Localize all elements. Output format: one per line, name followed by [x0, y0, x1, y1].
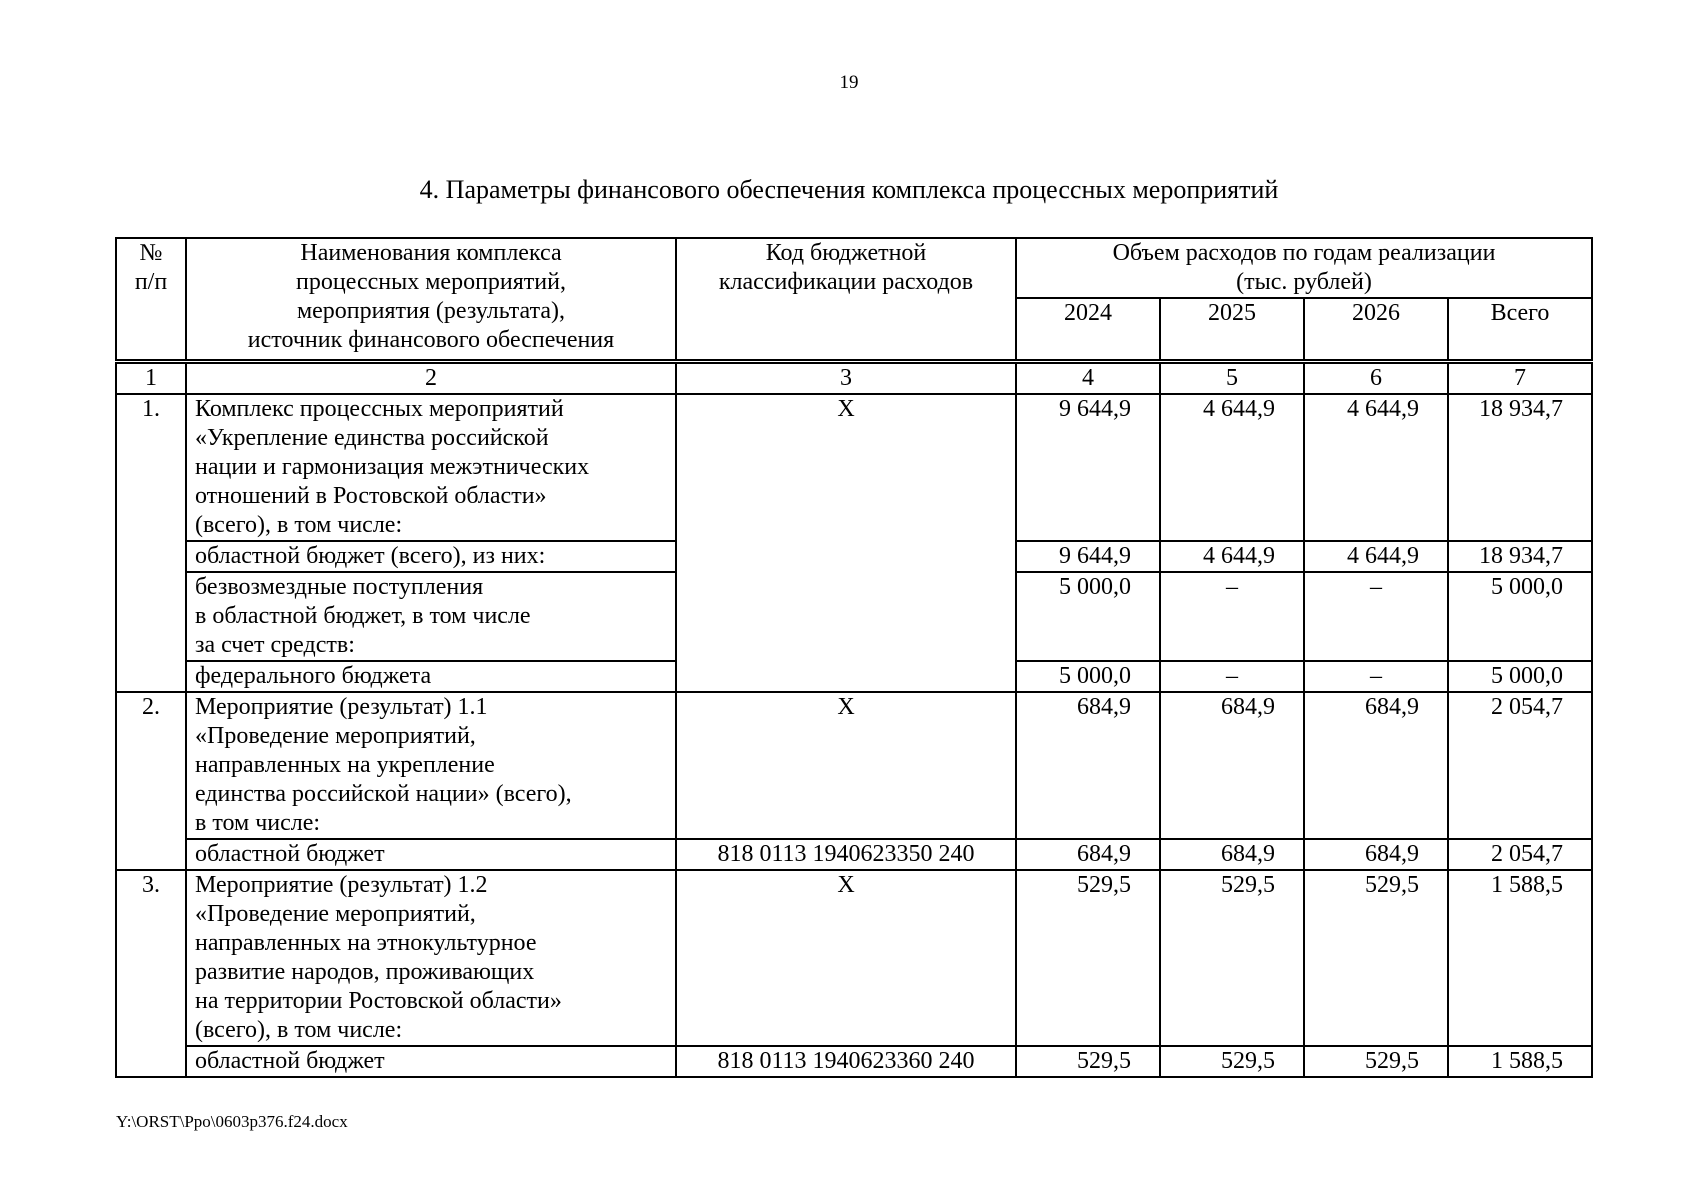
value-2024: 684,9: [1016, 692, 1160, 839]
header-year-2026: 2026: [1304, 298, 1448, 362]
row-code: Х: [676, 870, 1016, 1046]
row-name: безвозмездные поступления в областной бюджет, в том числе за счет средств:: [186, 572, 676, 661]
header-volume: Объем расходов по годам реализации (тыс. рублей): [1016, 238, 1592, 298]
row-name: Мероприятие (результат) 1.1 «Проведение мероприятий, направленных на укрепление единства российской нации» (всего), в том числе:: [186, 692, 676, 839]
value-2025: 684,9: [1160, 839, 1304, 870]
value-2026: 684,9: [1304, 839, 1448, 870]
financing-table: [115, 237, 1593, 1078]
value-total: 18 934,7: [1448, 541, 1592, 572]
column-number: 2: [186, 362, 676, 395]
row-number: 1.: [116, 394, 186, 692]
column-number: 6: [1304, 362, 1448, 395]
header-code: Код бюджетной классификации расходов: [676, 238, 1016, 362]
table-row: [116, 1046, 1592, 1077]
value-2025: –: [1160, 661, 1304, 692]
value-2026: 529,5: [1304, 1046, 1448, 1077]
row-name: областной бюджет: [186, 1046, 676, 1077]
header-total: Всего: [1448, 298, 1592, 362]
table-row: [116, 870, 1592, 1046]
row-name: областной бюджет: [186, 839, 676, 870]
column-numbers-row: [116, 362, 1592, 395]
header-row: [116, 238, 1592, 298]
value-total: 5 000,0: [1448, 661, 1592, 692]
value-2026: –: [1304, 572, 1448, 661]
footer-file-path: Y:\ORST\Ppo\0603p376.f24.docx: [116, 1112, 348, 1131]
value-2026: 529,5: [1304, 870, 1448, 1046]
header-num: № п/п: [116, 238, 186, 362]
row-number: 2.: [116, 692, 186, 870]
value-2025: 4 644,9: [1160, 394, 1304, 541]
value-2024: 5 000,0: [1016, 572, 1160, 661]
value-2025: 529,5: [1160, 870, 1304, 1046]
row-name: Комплекс процессных мероприятий «Укрепление единства российской нации и гармонизация межэтнических отношений в Ростовской области» (всего), в том числе:: [186, 394, 676, 541]
value-total: 2 054,7: [1448, 692, 1592, 839]
row-code: Х: [676, 692, 1016, 839]
value-2025: 684,9: [1160, 692, 1304, 839]
document-title: 4. Параметры финансового обеспечения комплекса процессных мероприятий: [419, 175, 1279, 204]
column-number: 3: [676, 362, 1016, 395]
column-number: 5: [1160, 362, 1304, 395]
column-number: 7: [1448, 362, 1592, 395]
value-2024: 5 000,0: [1016, 661, 1160, 692]
value-2024: 529,5: [1016, 1046, 1160, 1077]
value-total: 5 000,0: [1448, 572, 1592, 661]
value-2024: 529,5: [1016, 870, 1160, 1046]
value-2026: 4 644,9: [1304, 394, 1448, 541]
header-year-2025: 2025: [1160, 298, 1304, 362]
value-total: 2 054,7: [1448, 839, 1592, 870]
row-code: 818 0113 1940623360 240: [676, 1046, 1016, 1077]
value-2026: 4 644,9: [1304, 541, 1448, 572]
value-2025: 529,5: [1160, 1046, 1304, 1077]
value-2026: 684,9: [1304, 692, 1448, 839]
column-number: 4: [1016, 362, 1160, 395]
header-name: Наименования комплекса процессных мероприятий, мероприятия (результата), источник финансового обеспечения: [186, 238, 676, 362]
table-row: [116, 839, 1592, 870]
value-2025: 4 644,9: [1160, 541, 1304, 572]
table-row: [116, 692, 1592, 839]
value-2024: 9 644,9: [1016, 394, 1160, 541]
column-number: 1: [116, 362, 186, 395]
row-name: федерального бюджета: [186, 661, 676, 692]
value-2024: 9 644,9: [1016, 541, 1160, 572]
header-year-2024: 2024: [1016, 298, 1160, 362]
row-name: областной бюджет (всего), из них:: [186, 541, 676, 572]
row-number: 3.: [116, 870, 186, 1077]
page-number: 19: [839, 72, 859, 93]
value-total: 1 588,5: [1448, 870, 1592, 1046]
value-2025: –: [1160, 572, 1304, 661]
value-2024: 684,9: [1016, 839, 1160, 870]
row-code: Х: [676, 394, 1016, 692]
value-total: 18 934,7: [1448, 394, 1592, 541]
value-2026: –: [1304, 661, 1448, 692]
table-row: [116, 394, 1592, 541]
row-code: 818 0113 1940623350 240: [676, 839, 1016, 870]
value-total: 1 588,5: [1448, 1046, 1592, 1077]
row-name: Мероприятие (результат) 1.2 «Проведение мероприятий, направленных на этнокультурное развитие народов, проживающих на территории Ростовской области» (всего), в том числе:: [186, 870, 676, 1046]
